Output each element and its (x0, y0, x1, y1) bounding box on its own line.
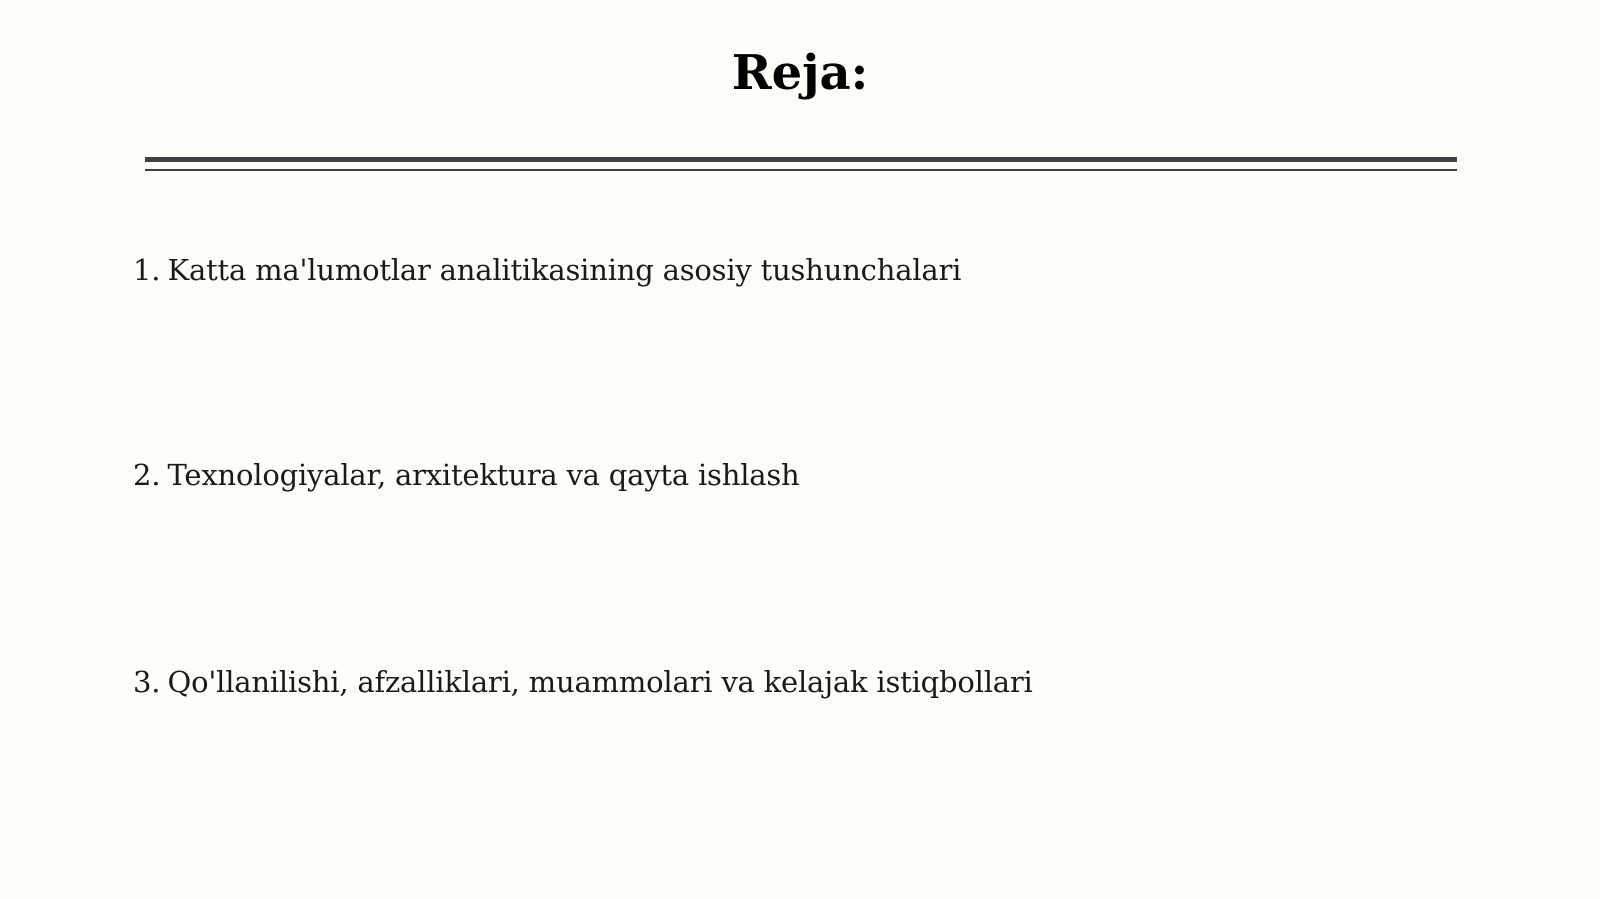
title-divider-thin (145, 169, 1457, 171)
plan-item-number: 1. (133, 253, 161, 287)
title-divider-thick (145, 157, 1457, 162)
plan-item-text: Texnologiyalar, arxitektura va qayta ishlash (167, 458, 800, 492)
plan-item-number: 2. (133, 458, 161, 492)
plan-item-number: 3. (133, 665, 161, 699)
plan-item-text: Katta ma'lumotlar analitikasining asosiy tushunchalari (167, 253, 962, 287)
plan-item-3 (133, 662, 1033, 702)
plan-item-text: Qo'llanilishi, afzalliklari, muammolari va kelajak istiqbollari (167, 665, 1033, 699)
slide-title: Reja: (731, 45, 869, 101)
plan-item-2 (133, 455, 800, 495)
plan-item-1 (133, 250, 961, 290)
